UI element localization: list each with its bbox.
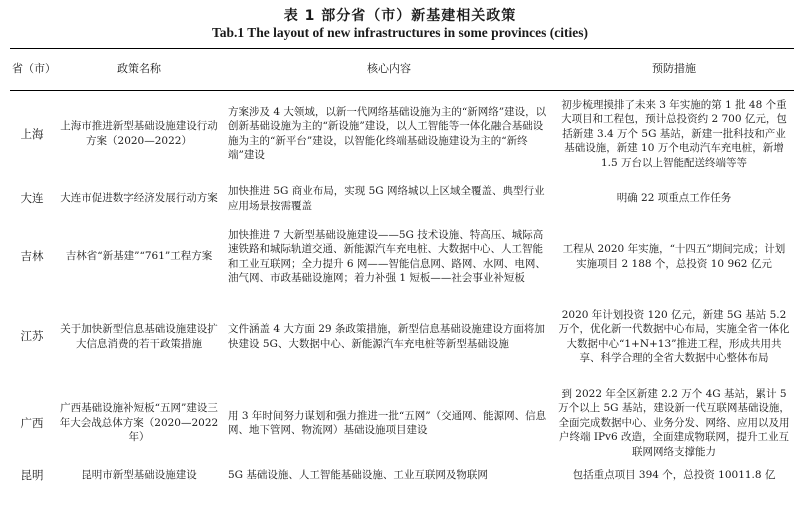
- table-row: [10, 381, 794, 466]
- table-title-en: Tab.1 The layout of new infrastructures in some provinces (cities): [212, 25, 588, 40]
- cell-policy: 上海市推进新型基础设施建设行动方案（2020—2022）: [60, 120, 218, 147]
- cell-policy: 关于加快新型信息基础设施建设扩大信息消费的若干政策措施: [60, 323, 218, 350]
- cell-core: 用 3 年时间努力谋划和强力推进一批“五网”（交通网、能源网、信息网、地下管网、物流网）基础设施项目建设: [228, 409, 547, 436]
- cell-province: 江苏: [20, 329, 44, 344]
- cell-policy: 广西基础设施补短板“五网”建设三年大会战总体方案（2020—2022 年）: [59, 402, 219, 444]
- cell-measures: 工程从 2020 年实施，“十四五”期间完成；计划实施项目 2 188 个，总投资 10 962 亿元: [562, 243, 786, 270]
- cell-measures: 初步梳理摸排了未来 3 年实施的第 1 批 48 个重大项目和工程包，预计总投资约 2 700 亿元，包括新建 3.4 万个 5G 基站，新建一批科技和产业基础设施，新建 10 万个电动汽车充电桩，新增 1.5 万台以上智能配送终端等等: [561, 98, 787, 169]
- cell-measures: 到 2022 年全区新建 2.2 万个 4G 基站，累计 5 万个以上 5G 基站，建设新一代互联网基础设施，全面完成数据中心、业务分发、网络、应用以及用户终端 IPv6 改造，全面建成物联网，提升工业互联网网络支撑能力: [558, 387, 790, 458]
- cell-policy: 昆明市新型基础设施建设: [81, 468, 197, 481]
- cell-measures: 包括重点项目 394 个，总投资 10011.8 亿: [572, 468, 776, 481]
- cell-core: 5G 基础设施、人工智能基础设施、工业互联网及物联网: [228, 468, 488, 481]
- table-row: [10, 91, 794, 177]
- header-core: 核心内容: [224, 49, 554, 91]
- policy-table: [10, 48, 794, 506]
- table-header-row: [10, 49, 794, 91]
- cell-province: 吉林: [20, 249, 44, 264]
- table-title-zh: 表 1 部分省（市）新基建相关政策: [283, 8, 517, 24]
- table-row: [10, 293, 794, 381]
- cell-province: 上海: [20, 126, 44, 141]
- cell-province: 广西: [20, 415, 44, 430]
- cell-core: 方案涉及 4 大领域，以新一代网络基础设施为主的“新网络”建设，以创新基础设施为主的“新设施”建设，以人工智能等一体化融合基础设施为主的“新平台”建设，以智能化终端基础设施建设为主的“新终端”建设: [228, 105, 547, 162]
- cell-province: 昆明: [20, 467, 44, 482]
- cell-province: 大连: [20, 191, 44, 206]
- cell-core: 加快推进 7 大新型基础设施建设——5G 技术设施、特高压、城际高速铁路和城际轨道交通、新能源汽车充电桩、大数据中心、人工智能和工业互联网；全力提升 6 网——智能信息网、路网、水网、电网、油气网、市政基础设施网；着力补强 1 短板——社会事业补短板: [228, 228, 546, 284]
- cell-measures: 明确 22 项重点工作任务: [616, 192, 732, 205]
- cell-policy: 大连市促进数字经济发展行动方案: [60, 192, 218, 205]
- header-policy: 政策名称: [54, 49, 224, 91]
- cell-measures: 2020 年计划投资 120 亿元，新建 5G 基站 5.2 万个，优化新一代数据中心布局，实施全省一体化大数据中心“1+N+13”推进工程，形成共用共享、科学合理的全省大数据中心整体布局: [558, 308, 790, 364]
- table-row: [10, 221, 794, 293]
- table-row: [10, 177, 794, 221]
- header-province: 省（市）: [10, 49, 54, 91]
- cell-policy: 吉林省“新基建”“761”工程方案: [65, 250, 213, 263]
- cell-core: 文件涵盖 4 大方面 29 条政策措施，新型信息基础设施建设方面将加快建设 5G、大数据中心、新能源汽车充电桩等新型基础设施: [228, 323, 545, 350]
- header-measures: 预防措施: [554, 49, 794, 91]
- cell-core: 加快推进 5G 商业布局，实现 5G 网络城以上区域全覆盖、典型行业应用场景按需覆盖: [228, 185, 545, 212]
